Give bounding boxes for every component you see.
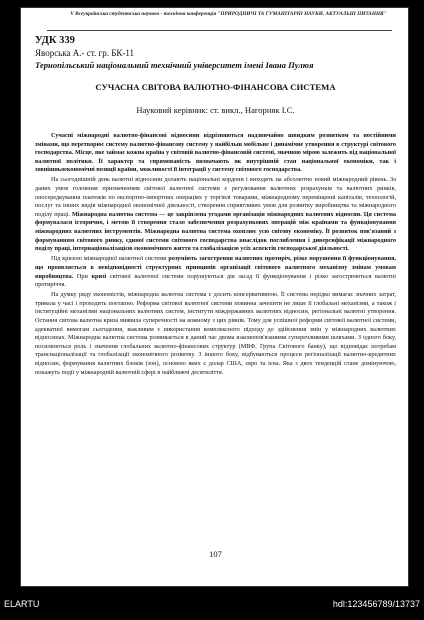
university-name: Тернопільський національний технічний університет імені Івана Пулюя — [35, 60, 314, 70]
supervisor-line: Науковий керівник: ст. викл., Нагорняк І.С. — [136, 105, 295, 115]
body-paragraph — [35, 255, 396, 289]
body-paragraph — [35, 132, 396, 175]
page-number: 107 — [209, 549, 222, 559]
bold-text-run: Сучасні міжнародні валютно-фінансові відносини відрізняються надзвичайно швидким розвитком та постійними змінами, що перетворює систему валютно-фінансову систему у найбільш мобільне і динамічне утворення в структурі світового господарства. Місце, яке займає кожна країна у світовій валютно-фінансовій системі, значною мірою залежить від національної валютної політики. Її характер та спрямованість визначають як внутрішній стан національної економіки, так і зовнішньоекономічні позиції країни, можливості її інтеграції у систему світового господарства. — [35, 132, 396, 174]
author-line: Яворська А.- ст. гр. БК-11 — [35, 48, 135, 58]
header-rule — [47, 30, 392, 31]
text-run: Під кризою міжнародної валютної системи — [51, 255, 169, 263]
udk-code: УДК 339 — [35, 35, 75, 46]
text-run: На сьогоднішній день валютні відносини долають національні кордони і виходять на абсолютно новий міжнародний рівень. За даних умов головним призначенням світової валютної системи є регулювання валютних розрахунків та валютних ринків, опосередкування платежів по експортно-імпортних операціях у торгівлі товарами, міжнародному переміщенні капіталів, технологій, послуг та інших видів міжнародної економічної діяльності, створення сприятливих умов для розвитку виробництва та міжнародного поділу праці. — [35, 176, 396, 218]
document-page — [20, 7, 409, 587]
text-run: При — [73, 272, 92, 280]
repository-label: ELARTU — [4, 599, 40, 609]
body-paragraph — [35, 291, 396, 377]
conference-header: V Всеукраїнська студентська науково - технічна конференція "ПРИРОДНИЧІ ТА ГУМАНІТАРНІ НАУКИ. АКТУАЛЬНІ ПИТАННЯ" — [70, 11, 387, 17]
article-title: СУЧАСНА СВІТОВА ВАЛЮТНО-ФІНАНСОВА СИСТЕМА — [95, 82, 336, 92]
text-run: На думку ряду економістів, міжнародна валютна система є досить консервативною. Її система нерідко вимагає значних затрат, тривала у часі і проходить поетапно. Реформа світової валютної системи повинна зачепити не лише її глобальні механізми, а також і інституційні механізми національних валютних систем, інститути міждержавних валютних відносин, регіональні валютні утворення. Остання світова валютна криза виявила суперечності на кожному з цих рівнів. Тому для успішної реформи світової валютної системи, адекватної вимогам сьогодення, важливим є використання комплексного підходу до здійснення змін у міжнародних валютних відносинах. Міжнародна валютна система розвивається в даний час двома взаємопов'язаними суперечливими шляхами. З одного боку, посилюються роль і значення глобальних валютно-фінансових структур (МВФ, Група Світового банку), що відповідає потребам транснаціоналізації та глобалізації економічного розвитку. З іншого боку, відбуваються процеси регіоналізації валютно-кредитних відносин, формування валютних блоків (зон), основою яких є долар США, євро та ієна. Яка з двох тенденцій стане домінуючою, покажуть події у міжнародній валютній сфері в найближчі десятиліття. — [35, 291, 396, 376]
bold-text-run: кризі — [91, 272, 107, 280]
bold-text-run: розуміють загострення валютних протиріч, різке порушення її функціонування, що проявляється в невідповідності структурних принципів організації світового валютного механізму змінам умовам виробництва. — [35, 255, 396, 280]
handle-identifier: hdl:123456789/13737 — [332, 599, 420, 609]
article-body — [35, 132, 396, 377]
body-paragraph — [35, 176, 396, 253]
bold-text-run: Міжнародна валютна система — це закріплена угодами організація міжнародних валютних відносин. Ця система формувалася історично, і метою її створення стало забезпечення розрахункових операцій між країнами та функціонування міжнародних валютних інструментів. Міжнародна валютна система охоплює усю світову економіку. Її розвиток пов'язаний з формуванням світового ринку, єдиної системи світового господарства внаслідок поглиблення і диверсифікації міжнародного поділу праці, інтернаціоналізацією економічного життя та глобалізацією усіх аспектів господарської діяльності. — [35, 210, 396, 253]
text-run: світової валютної системи порушуються дія засад її функціонування і різко загострюються валютні протиріччя. — [35, 272, 396, 289]
